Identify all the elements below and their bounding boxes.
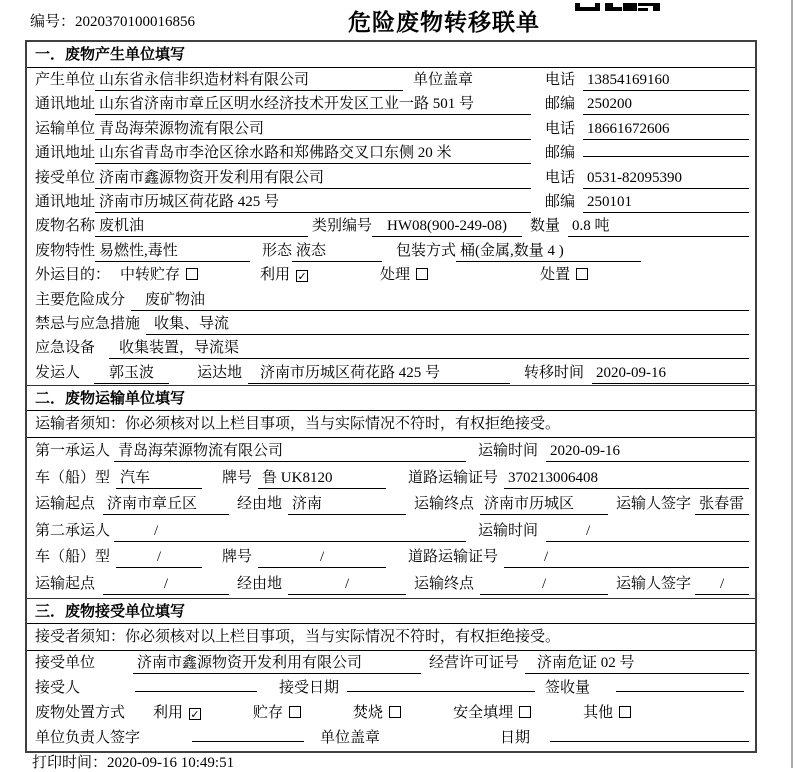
- value-producer-address: 山东省济南市章丘区明水经济技术开发区工业一路 501 号: [95, 95, 531, 115]
- value-producer-postcode: 250200: [583, 95, 749, 115]
- value-plate-number: 鲁 UK8120: [258, 469, 386, 489]
- label-first-carrier: 第一承运人: [35, 443, 111, 460]
- label-carrier-signature: 运输人签字: [616, 496, 692, 513]
- label-origin: 运输起点: [35, 576, 96, 593]
- value-destination: 济南市历城区荷花路 425 号: [248, 364, 510, 384]
- value-transfer-time: 2020-09-16: [592, 364, 749, 384]
- label-second-carrier: 第二承运人: [35, 522, 111, 539]
- section1-header: 一．废物产生单位填写: [27, 42, 755, 68]
- label-unit-seal: 单位盖章: [413, 72, 474, 88]
- row-receiver-unit: [27, 166, 755, 190]
- label-terminus: 运输终点: [414, 496, 475, 513]
- label-vehicle-type: 车（船）型: [35, 469, 111, 486]
- row-disposal-method: [27, 701, 755, 726]
- value-receiver-postcode: 250101: [583, 193, 749, 213]
- value-quantity: 0.8 吨: [568, 217, 749, 237]
- value-hazard-component: 废矿物油: [131, 291, 749, 311]
- value-via-2: /: [288, 575, 406, 595]
- label-category-code: 类别编号: [312, 218, 373, 235]
- checkbox-treat: [416, 268, 428, 280]
- receiver-notice: 接受者须知：你必须核对以上栏目事项，当与实际情况不符时，有权拒绝接受。: [27, 624, 755, 651]
- label-carrier-signature: 运输人签字: [616, 576, 692, 593]
- section-producer: [27, 42, 755, 385]
- label-disposal-method: 废物处置方式: [35, 704, 126, 721]
- value-license-number: 济南危证 02 号: [525, 654, 749, 674]
- value-emergency-equipment: 收集装置，导流渠: [109, 339, 749, 359]
- label-transport-unit: 运输单位: [35, 120, 96, 137]
- row-responsible-sign: [27, 726, 755, 751]
- value-plate-number-2: /: [258, 548, 386, 568]
- label-unit-seal: 单位盖章: [320, 729, 381, 746]
- value-consignor: 郭玉波: [94, 364, 169, 384]
- manifest-form: [25, 40, 757, 753]
- checkbox-landfill: [519, 706, 531, 718]
- value-road-permit: 370213006408: [504, 469, 749, 489]
- label-plate-number: 牌号: [222, 549, 253, 566]
- value-first-carrier: 青岛海荣源物流有限公司: [114, 442, 466, 462]
- label-emergency-equipment: 应急设备: [35, 340, 96, 357]
- row-producer-unit: [27, 68, 755, 92]
- checkbox-transfer-storage: [186, 268, 198, 280]
- value-road-permit-2: /: [504, 548, 749, 568]
- label-quantity: 数量: [530, 218, 561, 235]
- label-phone: 电话: [545, 72, 576, 88]
- option-utilize: 利用 ✓: [153, 704, 200, 721]
- label-plate-number: 牌号: [222, 469, 253, 486]
- label-receiver-address: 通讯地址: [35, 193, 96, 210]
- label-vehicle-type: 车（船）型: [35, 549, 111, 566]
- label-form: 形态: [262, 242, 293, 259]
- value-receiver-phone: 0531-82095390: [583, 169, 749, 189]
- row-transport-address: [27, 141, 755, 165]
- row-vehicle-1: [27, 465, 755, 492]
- label-postcode: 邮编: [545, 96, 576, 113]
- label-date: 日期: [500, 729, 531, 746]
- label-road-permit: 道路运输证号: [408, 469, 499, 486]
- value-transport-unit: 青岛海荣源物流有限公司: [95, 120, 531, 140]
- row-consignor: [27, 361, 755, 385]
- value-terminus: 济南市历城区: [480, 495, 608, 515]
- label-transfer-time: 转移时间: [524, 364, 585, 381]
- option-dispose: 处置: [540, 263, 588, 287]
- label-consignor: 发运人: [35, 364, 81, 381]
- row-route-2: [27, 571, 755, 598]
- label-receiver-unit: 接受单位: [35, 169, 96, 186]
- row-receiver-sign: [27, 676, 755, 701]
- row-second-carrier: [27, 518, 755, 545]
- value-carrier-signature: 张春雷: [695, 495, 749, 515]
- label-waste-name: 废物名称: [35, 218, 96, 235]
- value-receive-date: [347, 691, 535, 692]
- value-via: 济南: [288, 495, 406, 515]
- value-origin-2: /: [103, 575, 229, 595]
- row-emergency-equipment: [27, 336, 755, 360]
- checkbox-incinerate: [389, 706, 401, 718]
- option-landfill: 安全填埋: [453, 701, 531, 726]
- value-origin: 济南市章丘区: [103, 495, 229, 515]
- label-via: 经由地: [237, 576, 283, 593]
- label-emergency-measures: 禁忌与应急措施: [35, 315, 141, 332]
- checkbox-utilize: ✓: [297, 270, 307, 284]
- label-phone: 电话: [545, 169, 576, 186]
- value-transport-phone: 18661672606: [583, 120, 749, 140]
- option-store: 贮存: [253, 701, 301, 726]
- label-receiving-unit: 接受单位: [35, 654, 96, 671]
- print-time: [32, 751, 234, 772]
- value-second-carrier: /: [114, 522, 466, 542]
- row-producer-address: [27, 92, 755, 116]
- row-receiver-address: [27, 190, 755, 214]
- print-time-value: 2020-09-16 10:49:51: [107, 755, 235, 771]
- value-vehicle-type: 汽车: [116, 469, 202, 489]
- label-via: 经由地: [237, 496, 283, 513]
- value-producer-unit: 山东省永信非织造材料有限公司: [95, 71, 403, 91]
- value-transport-time-2: /: [546, 522, 749, 542]
- value-waste-property: 易燃性,毒性: [95, 242, 250, 262]
- section3-header: 三．废物接受单位填写: [27, 598, 755, 624]
- row-waste-name: [27, 214, 755, 238]
- row-outbound-purpose: [27, 263, 755, 287]
- value-waste-name: 废机油: [95, 217, 308, 237]
- value-receiving-unit: 济南市鑫源物资开发利用有限公司: [133, 654, 421, 674]
- value-form: 液态: [292, 242, 382, 262]
- row-hazard-component: [27, 288, 755, 312]
- value-receiver-unit: 济南市鑫源物资开发利用有限公司: [95, 169, 531, 189]
- value-receiver-person: [135, 691, 257, 692]
- checkbox-store: [289, 706, 301, 718]
- section-transporter: [27, 385, 755, 598]
- transporter-notice: 运输者须知：你必须核对以上栏目事项，当与实际情况不符时，有权拒绝接受。: [27, 411, 755, 438]
- label-terminus: 运输终点: [414, 576, 475, 593]
- row-receiving-unit: [27, 651, 755, 676]
- row-transport-unit: [27, 117, 755, 141]
- checkbox-utilize-receiver: ✓: [190, 707, 200, 721]
- value-emergency-measures: 收集、导流: [146, 315, 749, 335]
- print-time-label: 打印时间：: [32, 755, 108, 771]
- value-transport-postcode: [583, 156, 749, 157]
- value-producer-phone: 13854169160: [583, 71, 749, 91]
- row-waste-property: [27, 239, 755, 263]
- label-license-number: 经营许可证号: [429, 654, 520, 671]
- option-utilize: 利用 ✓: [260, 267, 307, 284]
- label-transport-address: 通讯地址: [35, 145, 96, 162]
- document-header: [0, 0, 796, 40]
- row-vehicle-2: [27, 544, 755, 571]
- label-transport-time: 运输时间: [478, 443, 539, 460]
- label-producer-address: 通讯地址: [35, 96, 96, 113]
- option-incinerate: 焚烧: [353, 701, 401, 726]
- row-emergency-measures: [27, 312, 755, 336]
- label-waste-property: 废物特性: [35, 242, 96, 259]
- label-phone: 电话: [545, 120, 576, 137]
- label-signed-quantity: 签收量: [545, 679, 591, 696]
- label-packaging: 包装方式: [396, 242, 457, 259]
- value-responsible-signature: [192, 741, 304, 742]
- label-postcode: 邮编: [545, 193, 576, 210]
- label-receive-date: 接受日期: [279, 679, 340, 696]
- label-destination: 运达地: [197, 364, 243, 381]
- serial-value: 2020370100016856: [75, 14, 196, 30]
- label-postcode: 邮编: [545, 145, 576, 162]
- section2-header: 二．废物运输单位填写: [27, 385, 755, 411]
- row-route-1: [27, 491, 755, 518]
- option-treat: 处理: [380, 263, 428, 287]
- option-other: 其他: [583, 701, 631, 726]
- label-road-permit: 道路运输证号: [408, 549, 499, 566]
- value-transport-time: 2020-09-16: [546, 442, 749, 462]
- value-vehicle-type-2: /: [116, 548, 202, 568]
- value-category-code: HW08(900-249-08): [372, 217, 522, 237]
- value-date: [550, 741, 749, 742]
- section-receiver: [27, 598, 755, 751]
- label-producer-unit: 产生单位: [35, 72, 96, 88]
- page-right-edge: [791, 0, 793, 768]
- label-responsible-signature: 单位负责人签字: [35, 729, 141, 746]
- option-transfer-storage: 中转贮存: [120, 263, 198, 287]
- label-transport-time: 运输时间: [478, 522, 539, 539]
- row-first-carrier: [27, 438, 755, 465]
- value-carrier-signature-2: /: [695, 575, 749, 595]
- label-outbound-purpose: 外运目的：: [35, 267, 111, 284]
- serial-label: 编号：: [30, 14, 76, 30]
- value-receiver-address: 济南市历城区荷花路 425 号: [95, 193, 531, 213]
- label-origin: 运输起点: [35, 496, 96, 513]
- checkbox-dispose: [576, 268, 588, 280]
- value-signed-quantity: [616, 691, 744, 692]
- value-transport-address: 山东省青岛市李沧区徐水路和郑佛路交叉口东侧 20 米: [95, 144, 531, 164]
- value-packaging: 桶(金属,数量 4 ): [456, 242, 641, 262]
- checkbox-other: [619, 706, 631, 718]
- label-receiver-person: 接受人: [35, 679, 81, 696]
- label-hazard-component: 主要危险成分: [35, 291, 126, 308]
- value-terminus-2: /: [480, 575, 608, 595]
- document-title: 危险废物转移联单: [348, 10, 540, 35]
